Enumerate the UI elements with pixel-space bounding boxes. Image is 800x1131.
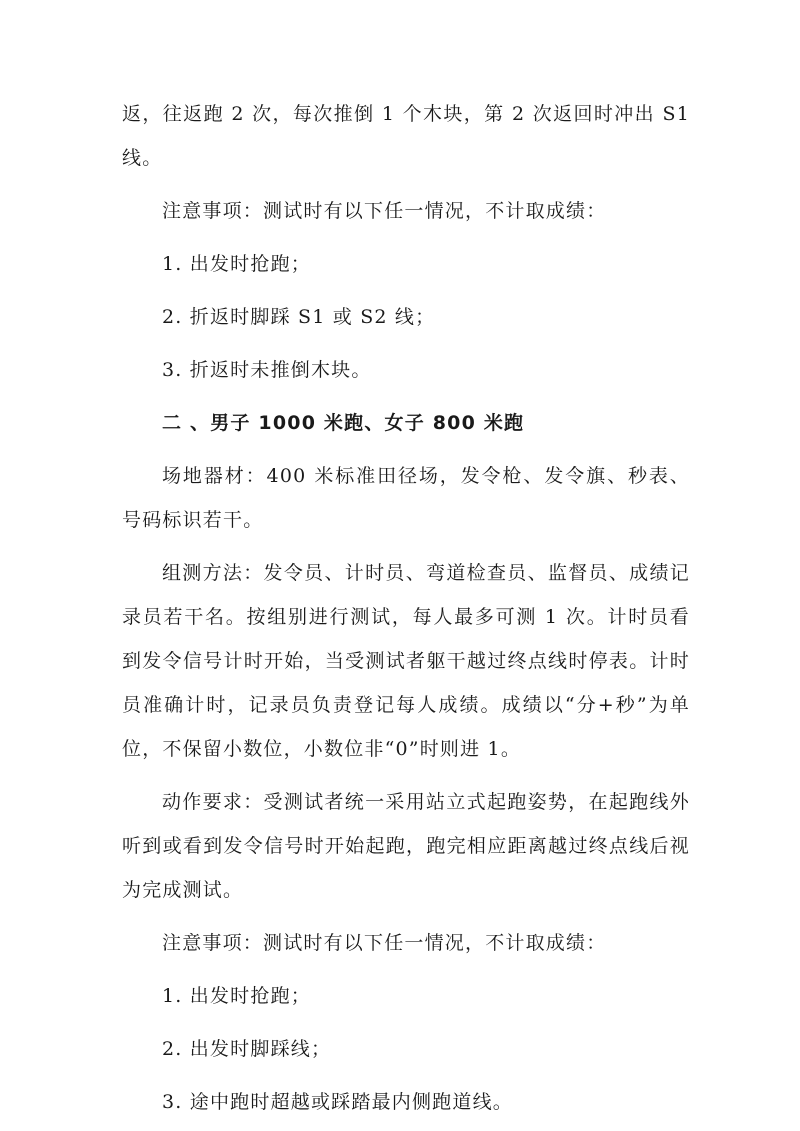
list-item: 2. 折返时脚踩 S1 或 S2 线； [162,306,436,328]
notes-label: 注意事项：测试时有以下任一情况，不计取成绩： [162,200,607,222]
paragraph-action-requirements: 动作要求：受测试者统一采用站立式起跑姿势，在起跑线外听到或看到发令信号时开始起跑，跑完相应距离越过终点线后视为完成测试。 [122,791,690,901]
list-item: 3. 途中跑时超越或踩踏最内侧跑道线。 [162,1091,513,1113]
notes-label: 注意事项：测试时有以下任一情况，不计取成绩： [162,932,607,954]
paragraph-test-method: 组测方法：发令员、计时员、弯道检查员、监督员、成绩记录员若干名。按组别进行测试，每人最多可测 1 次。计时员看到发令信号计时开始，当受测试者躯干越过终点线时停表。计时员准确计时，记录员负责登记每人成绩。成绩以“分+秒”为单位，不保留小数位，小数位非“0”时则进 1。 [122,562,690,760]
paragraph-venue-equipment: 场地器材：400 米标准田径场，发令枪、发令旗、秒表、号码标识若干。 [122,465,690,531]
list-item: 1. 出发时抢跑； [162,253,311,275]
list-item: 3. 折返时未推倒木块。 [162,359,372,381]
paragraph-continuation: 返，往返跑 2 次，每次推倒 1 个木块，第 2 次返回时冲出 S1 线。 [122,103,690,169]
list-item: 1. 出发时抢跑； [162,985,311,1007]
section-heading: 二 、男子 1000 米跑、女子 800 米跑 [162,412,525,434]
list-item: 2. 出发时脚踩线； [162,1038,332,1060]
